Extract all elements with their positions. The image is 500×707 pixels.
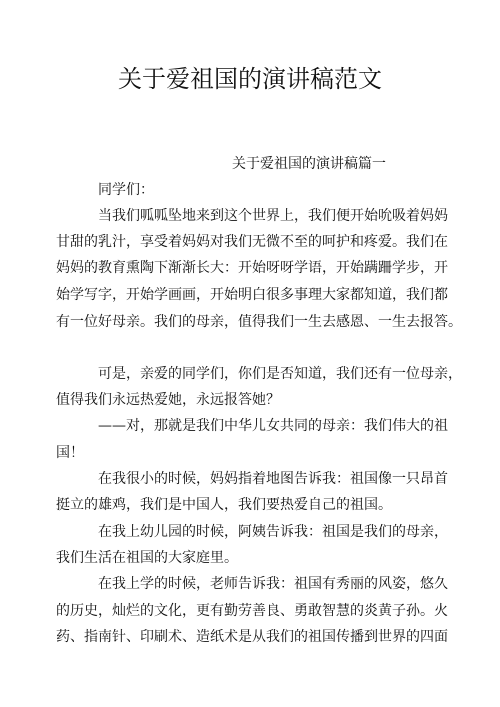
section-title: 关于爱祖国的演讲稿篇一: [232, 156, 386, 172]
paragraph-line: 挺立的雄鸡，我们是中国人，我们要热爱自己的祖国。: [56, 497, 392, 513]
paragraph-line: ——对，那就是我们中华儿女共同的母亲：我们伟大的祖: [98, 418, 448, 434]
paragraph-line: 在我很小的时候，妈妈指着地图告诉我：祖国像一只昂首: [98, 471, 448, 487]
paragraph-line: 甘甜的乳汁，享受着妈妈对我们无微不至的呵护和疼爱。我们在: [56, 234, 448, 250]
paragraph-line: 妈妈的教育熏陶下渐渐长大：开始呀呀学语，开始蹒跚学步，开: [56, 260, 448, 276]
paragraph-line: 药、指南针、印刷术、造纸术是从我们的祖国传播到世界的四面: [56, 629, 448, 645]
paragraph-line: 当我们呱呱坠地来到这个世界上，我们便开始吮吸着妈妈: [98, 208, 448, 224]
paragraph-line: 同学们：: [98, 182, 154, 198]
document-title: 关于爱祖国的演讲稿范文: [118, 65, 382, 93]
paragraph-line: 的历史，灿烂的文化，更有勤劳善良、勇敢智慧的炎黄子孙。火: [56, 603, 448, 619]
paragraph-line: 我们生活在祖国的大家庭里。: [56, 550, 238, 566]
paragraph-line: 始学写字，开始学画画，开始明白很多事理大家都知道，我们都: [56, 287, 448, 303]
paragraph-line: 在我上学的时候，老师告诉我：祖国有秀丽的风姿，悠久: [98, 576, 448, 592]
paragraph-line: 在我上幼儿园的时候，阿姨告诉我：祖国是我们的母亲，: [98, 524, 448, 540]
paragraph-line: 值得我们永远热爱她，永远报答她？: [56, 392, 280, 408]
paragraph-line: 国！: [56, 445, 84, 461]
paragraph-line: 有一位好母亲。我们的母亲，值得我们一生去感恩、一生去报答。: [56, 314, 462, 330]
paragraph-line: 可是，亲爱的同学们，你们是否知道，我们还有一位母亲，: [98, 366, 462, 382]
